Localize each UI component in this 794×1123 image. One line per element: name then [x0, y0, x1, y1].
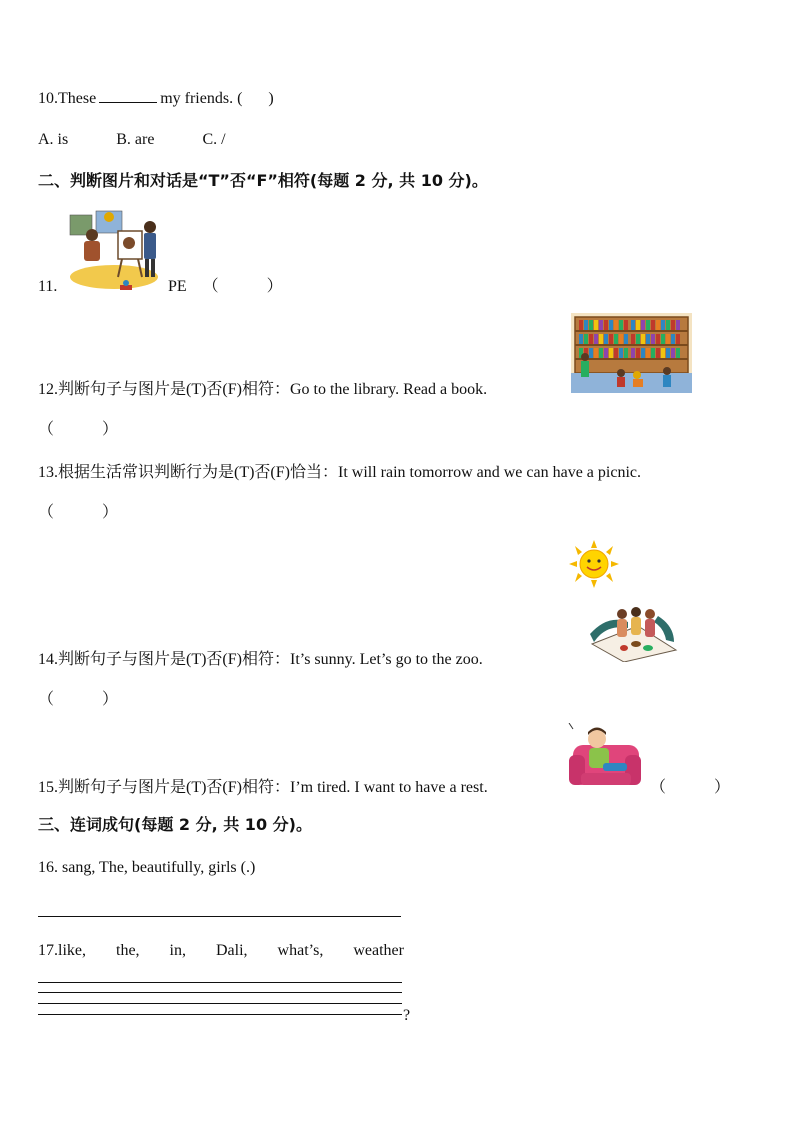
- q11-line: [38, 277, 57, 297]
- q17-answer-line-4[interactable]: [38, 1014, 402, 1015]
- q17-word-weather: weather: [353, 942, 404, 959]
- q17-word-whats: what’s,: [277, 942, 324, 959]
- q12-answer-paren[interactable]: （ ）: [38, 421, 119, 438]
- q12-stem: 12.判断句子与图片是(T)否(F)相符：Go to the library. Read a book.: [38, 381, 488, 398]
- q10-option-b[interactable]: B. are: [116, 131, 155, 148]
- q11-answer-paren[interactable]: （ ）: [202, 278, 283, 295]
- q11-answer: [168, 277, 283, 297]
- q17-word-the: the,: [116, 942, 140, 959]
- library-illustration: [571, 313, 692, 393]
- q10-option-a[interactable]: A. is: [38, 131, 69, 148]
- q10-suffix: my friends. (: [160, 90, 243, 107]
- section-2-title: 二、判断图片和对话是“T”否“F”相符(每题 2 分, 共 10 分)。: [38, 171, 488, 190]
- section-3-title: 三、连词成句(每题 2 分, 共 10 分)。: [38, 815, 312, 834]
- picnic-illustration: [588, 604, 678, 662]
- q17-stem: [38, 941, 404, 961]
- q17-word-dali: Dali,: [216, 942, 248, 959]
- q10-close-paren: ): [268, 90, 274, 107]
- q17-answer-line-3[interactable]: [38, 1003, 402, 1004]
- q11-word: PE: [168, 278, 187, 295]
- q13-answer-paren[interactable]: （ ）: [38, 504, 119, 521]
- q17-question-mark: ?: [403, 1007, 411, 1024]
- q16-answer-line[interactable]: [38, 916, 401, 917]
- q14-stem: 14.判断句子与图片是(T)否(F)相符：It’s sunny. Let’s go to the zoo.: [38, 651, 483, 668]
- q16-stem: 16. sang, The, beautifully, girls (.): [38, 859, 256, 876]
- q17-answer-line-1[interactable]: [38, 982, 402, 983]
- q10-blank[interactable]: [99, 88, 157, 103]
- q13-stem: 13.根据生活常识判断行为是(T)否(F)恰当：It will rain tomorrow and we can have a picnic.: [38, 464, 641, 481]
- q10-options: [38, 130, 226, 150]
- q17-answer-line-2[interactable]: [38, 992, 402, 993]
- q15-stem: 15.判断句子与图片是(T)否(F)相符：I’m tired. I want to have a rest.: [38, 779, 488, 796]
- q14-answer-paren[interactable]: （ ）: [38, 691, 119, 708]
- q15-answer-paren[interactable]: （ ）: [650, 779, 731, 796]
- q10-prefix: 10.These: [38, 90, 97, 107]
- q17-word-in: in,: [169, 942, 186, 959]
- sun-illustration: [567, 540, 621, 588]
- q10-stem: [38, 88, 274, 109]
- resting-boy-illustration: [567, 723, 643, 791]
- painting-class-illustration: [62, 205, 166, 297]
- q11-number: 11.: [38, 278, 58, 295]
- q17-word-like: 17.like,: [38, 942, 86, 959]
- q10-option-c[interactable]: C. /: [202, 131, 226, 148]
